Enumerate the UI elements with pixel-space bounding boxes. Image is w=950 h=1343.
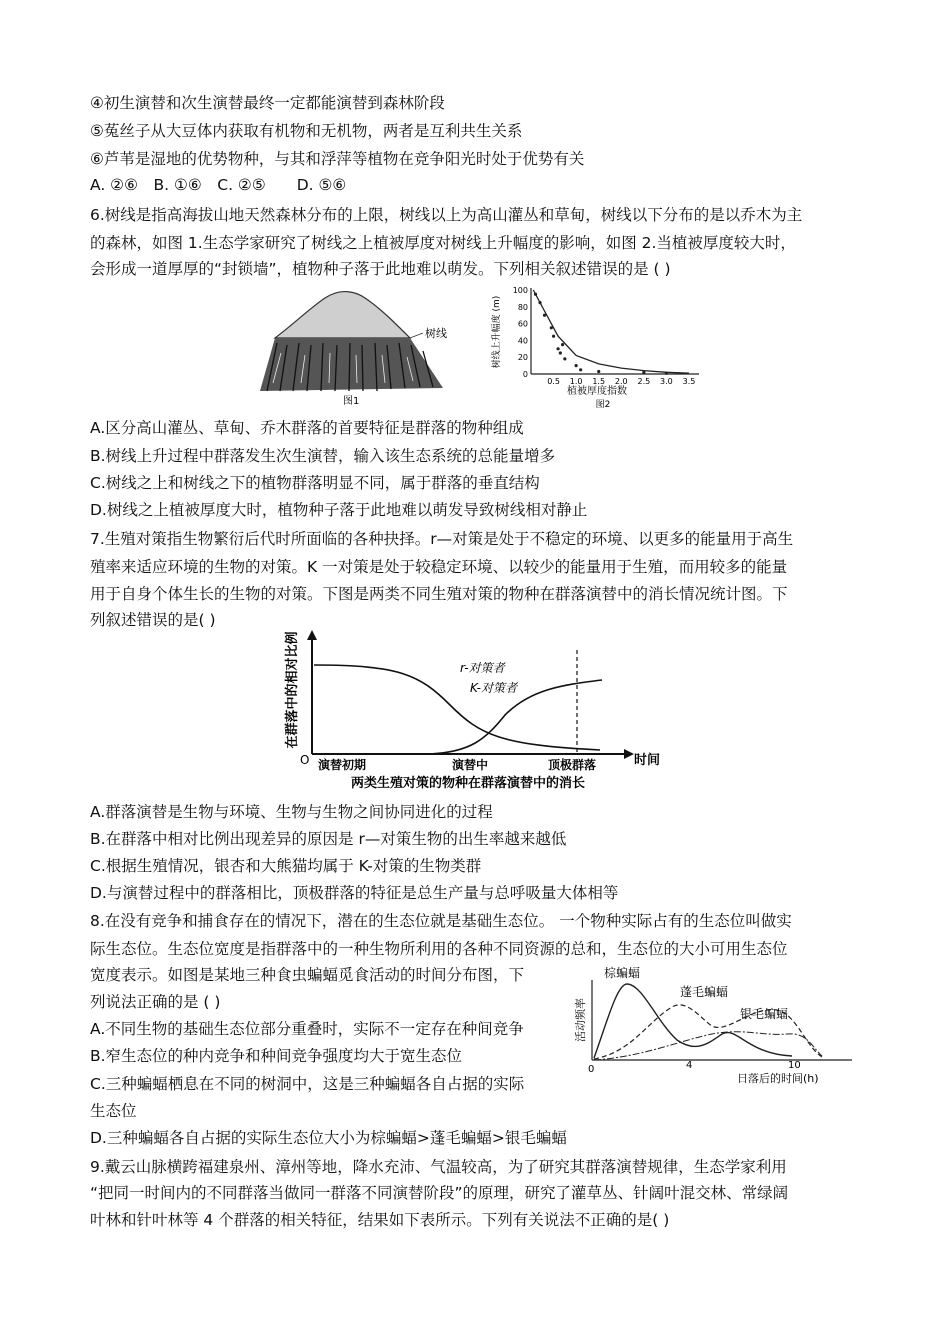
q7-stem-3: 用于自身个体生长的生物的对策。下图是两类不同生殖对策的物种在群落演替中的消长情况统计图。下 — [90, 585, 788, 603]
q8-stem-3: 宽度表示。如图是某地三种食虫蝙蝠觅食活动的时间分布图，下 — [90, 966, 525, 984]
q9-stem-2: “把同一时间内的不同群落当做同一群落不同演替阶段”的原理，研究了灌草丛、针阔叶混交林、常绿阔 — [90, 1184, 789, 1202]
fig3-xlabel: 时间 — [634, 753, 661, 768]
q8-option-a: A.不同生物的基础生态位部分重叠时，实际不一定存在种间竞争 — [90, 1020, 524, 1038]
fig2-data-point — [575, 364, 578, 367]
fig2-xlabel: 植被厚度指数 — [567, 386, 627, 397]
mountain-peak — [275, 292, 410, 338]
q6-stem-3: 会形成一道厚厚的“封锁墙”，植物种子落于此地难以萌发。下列相关叙述错误的是 ( ) — [90, 260, 671, 278]
figure-3-line-chart — [280, 630, 675, 795]
fig3-series-r-label: r-对策者 — [460, 661, 505, 675]
fig2-ylabel: 树线上升幅度 (m) — [492, 295, 502, 369]
q7-stem-2: 殖率来适应环境的生物的对策。K 一对策是处于较稳定环境、以较少的能量用于生殖，而用较多的能量 — [90, 558, 788, 576]
fig2-data-point — [543, 314, 546, 317]
fig3-xtick-early: 演替初期 — [318, 758, 367, 772]
q6-option-b: B.树线上升过程中群落发生次生演替，输入该生态系统的总能量增多 — [90, 447, 556, 465]
fig4-label-hoary-bat: 蓬毛蝙蝠 — [680, 985, 729, 999]
fig3-xtick-climax: 顶极群落 — [548, 758, 597, 772]
treeline-pointer — [410, 333, 423, 338]
fig2-data-point — [579, 368, 582, 371]
fig2-xtick-label: 1.0 — [569, 377, 583, 386]
fig2-caption: 图2 — [595, 400, 611, 410]
q9-stem-1: 9.戴云山脉横跨福建泉州、漳州等地，降水充沛、气温较高，为了研究其群落演替规律，生态学家利用 — [90, 1158, 787, 1176]
q8-option-d: D.三种蝙蝠各自占据的实际生态位大小为棕蝙蝠>蓬毛蝙蝠>银毛蝙蝠 — [90, 1129, 567, 1147]
fig2-data-point — [563, 357, 566, 360]
fig2-data-point — [534, 293, 537, 296]
treeline-label: 树线 — [425, 327, 447, 340]
fig2-axes — [531, 288, 699, 374]
fig2-data-point — [597, 370, 600, 373]
figure-1-caption: 图1 — [343, 396, 360, 407]
fig4-label-silver-bat: 银毛蝙蝠 — [740, 1007, 789, 1021]
fig3-series-r — [314, 665, 600, 750]
figure-1-mountain — [255, 283, 450, 408]
q9-stem-3: 叶林和针叶林等 4 个群落的相关特征，结果如下表所示。下列有关说法不正确的是( ) — [90, 1211, 670, 1229]
figure-2-scatter-chart — [487, 282, 702, 410]
fig2-ytick-label: 80 — [517, 302, 528, 312]
fig3-series-k-label: K-对策者 — [470, 681, 517, 695]
option-line-5: ⑤菟丝子从大豆体内获取有机物和无机物，两者是互利共生关系 — [90, 122, 523, 140]
fig2-fit-curve — [533, 290, 689, 373]
q8-option-b: B.窄生态位的种内竞争和种间竞争强度均大于宽生态位 — [90, 1047, 463, 1065]
fig2-xtick-label: 2.5 — [637, 377, 651, 386]
fig3-xtick-mid: 演替中 — [452, 758, 489, 772]
fig2-data-point — [556, 347, 559, 350]
fig2-data-point — [665, 372, 668, 375]
forest-band — [260, 338, 443, 391]
fig2-ytick-label: 60 — [517, 319, 528, 329]
q8-option-c-cont: 生态位 — [90, 1102, 137, 1120]
figure-4-bat-activity-chart — [562, 962, 892, 1090]
fig3-ylabel: 在群落中的相对比例 — [285, 631, 300, 749]
fig2-xtick-label: 1.5 — [592, 377, 606, 386]
fig2-data-point — [550, 326, 553, 329]
fig2-ytick-label: 20 — [517, 353, 528, 363]
q7-stem-1: 7.生殖对策指生物繁衍后代时所面临的各种抉择。r—对策是处于不稳定的环境、以更多的能量用于高生 — [90, 530, 794, 548]
fig2-data-point — [538, 301, 541, 304]
fig2-xtick-label: 0.5 — [547, 377, 560, 386]
fig2-data-point — [559, 351, 562, 354]
fig4-xtick-4: 4 — [686, 1060, 693, 1071]
q7-stem-4: 列叙述错误的是( ) — [90, 611, 216, 629]
fig2-ytick-label: 0 — [522, 370, 528, 379]
fig2-data-point — [561, 343, 564, 346]
fig2-ytick-label: 40 — [517, 336, 528, 346]
q6-option-d: D.树线之上植被厚度大时，植物种子落于此地难以萌发导致树线相对静止 — [90, 501, 588, 519]
fig4-xlabel: 日落后的时间(h) — [737, 1072, 819, 1085]
fig2-ytick-label: 100 — [512, 286, 528, 295]
q8-option-c: C.三种蝙蝠栖息在不同的树洞中，这是三种蝙蝠各自占据的实际 — [90, 1075, 525, 1093]
q8-stem-1: 8.在没有竞争和捕食存在的情况下，潜在的生态位就是基础生态位。 一个物种实际占有的生态位叫做实 — [90, 912, 792, 930]
fig2-xtick-label: 3.5 — [682, 377, 696, 386]
fig4-ylabel: 活动频率 — [574, 998, 587, 1042]
option-line-6: ⑥芦苇是湿地的优势物种，与其和浮萍等植物在竞争阳光时处于优势有关 — [90, 150, 585, 168]
fig3-y-arrow — [307, 630, 317, 640]
q7-option-a: A.群落演替是生物与环境、生物与生物之间协同进化的过程 — [90, 803, 493, 821]
q6-option-c: C.树线之上和树线之下的植物群落明显不同，属于群落的垂直结构 — [90, 474, 540, 492]
q7-option-d: D.与演替过程中的群落相比，顶极群落的特征是总生产量与总呼吸量大体相等 — [90, 884, 619, 902]
fig2-data-point — [642, 371, 645, 374]
fig4-xtick-10: 10 — [788, 1060, 801, 1071]
q6-stem-2: 的森林，如图 1.生态学家研究了树线之上植被厚度对树线上升幅度的影响，如图 2.当植被厚度较大时， — [90, 234, 796, 252]
q7-option-c: C.根据生殖情况，银杏和大熊猫均属于 K-对策的生物类群 — [90, 857, 482, 875]
fig2-xtick-label: 3.0 — [660, 377, 673, 386]
q8-stem-2: 际生态位。生态位宽度是指群落中的一种生物所利用的各种不同资源的总和，生态位的大小可用生态位 — [90, 940, 788, 958]
fig4-label-brown-bat: 棕蝙蝠 — [604, 966, 641, 980]
q6-option-a: A.区分高山灌丛、草甸、乔木群落的首要特征是群落的物种组成 — [90, 419, 524, 437]
fig3-x-arrow — [624, 749, 634, 759]
fig4-series-hoary-bat — [594, 1005, 824, 1059]
q7-option-b: B.在群落中相对比例出现差异的原因是 r—对策生物的出生率越来越低 — [90, 830, 567, 848]
fig3-origin: O — [300, 753, 310, 767]
fig4-xtick-0: 0 — [588, 1064, 595, 1075]
fig3-title: 两类生殖对策的物种在群落演替中的消长 — [350, 776, 586, 791]
option-line-4: ④初生演替和次生演替最终一定都能演替到森林阶段 — [90, 94, 445, 112]
fig2-xtick-label: 2.0 — [614, 377, 628, 386]
q8-stem-4: 列说法正确的是 ( ) — [90, 993, 221, 1011]
q6-stem-1: 6.树线是指高海拔山地天然森林分布的上限，树线以上为高山灌丛和草甸，树线以下分布的是以乔木为主 — [90, 206, 803, 224]
fig2-data-point — [552, 335, 555, 338]
answer-choices-q5: A. ②⑥ B. ①⑥ C. ②⑤ D. ⑤⑥ — [90, 176, 347, 194]
